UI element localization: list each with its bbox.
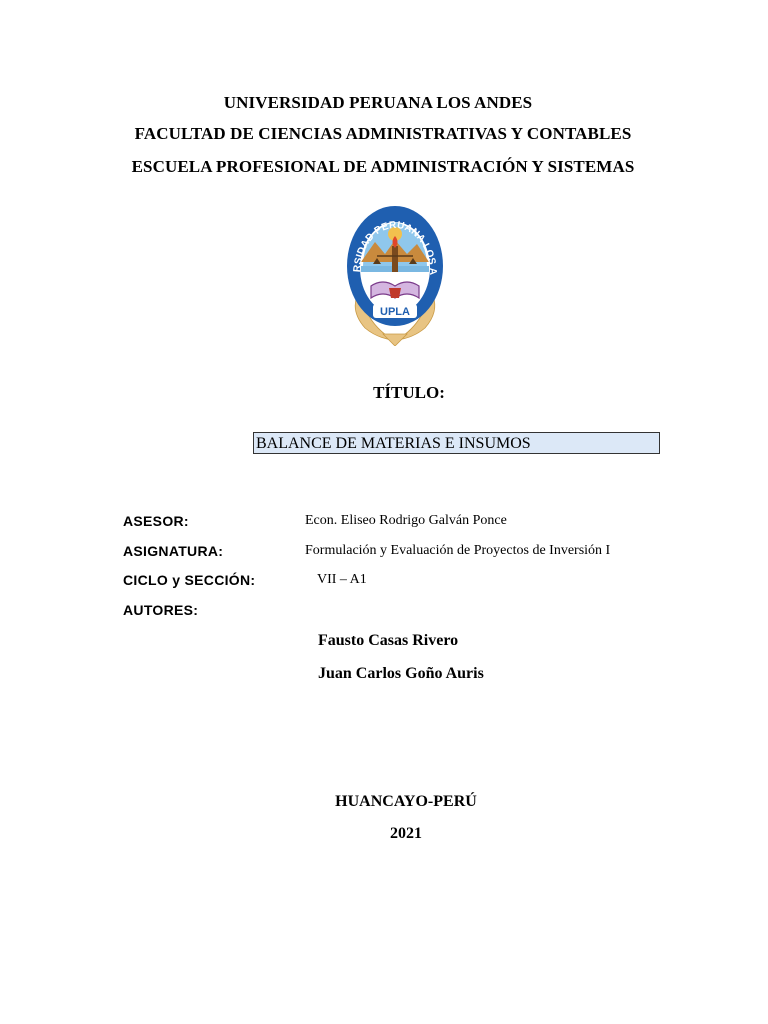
title-value: BALANCE DE MATERIAS E INSUMOS xyxy=(253,432,660,454)
year: 2021 xyxy=(390,825,422,842)
asesor-value: Econ. Eliseo Rodrigo Galván Ponce xyxy=(305,513,507,528)
autores-label: AUTORES: xyxy=(123,602,199,618)
title-label: TÍTULO: xyxy=(373,383,445,402)
university-logo xyxy=(343,200,447,346)
asignatura-value: Formulación y Evaluación de Proyectos de Inversión I xyxy=(305,543,611,558)
logo-badge-text: UPLA xyxy=(380,306,410,318)
author-name: Juan Carlos Goño Auris xyxy=(318,665,484,682)
ciclo-label: CICLO y SECCIÓN: xyxy=(123,572,256,588)
school-name: ESCUELA PROFESIONAL DE ADMINISTRACIÓN Y SISTEMAS xyxy=(131,157,635,176)
author-name: Fausto Casas Rivero xyxy=(318,632,459,649)
faculty-name: FACULTAD DE CIENCIAS ADMINISTRATIVAS Y CONTABLES xyxy=(134,124,632,143)
university-name: UNIVERSIDAD PERUANA LOS ANDES xyxy=(223,93,533,112)
asesor-label: ASESOR: xyxy=(123,513,189,529)
asignatura-label: ASIGNATURA: xyxy=(123,543,224,559)
ciclo-value: VII – A1 xyxy=(317,572,367,587)
logo-arc-text: RSIDAD PERUANA LOS A xyxy=(351,219,439,276)
place: HUANCAYO-PERÚ xyxy=(335,793,477,810)
